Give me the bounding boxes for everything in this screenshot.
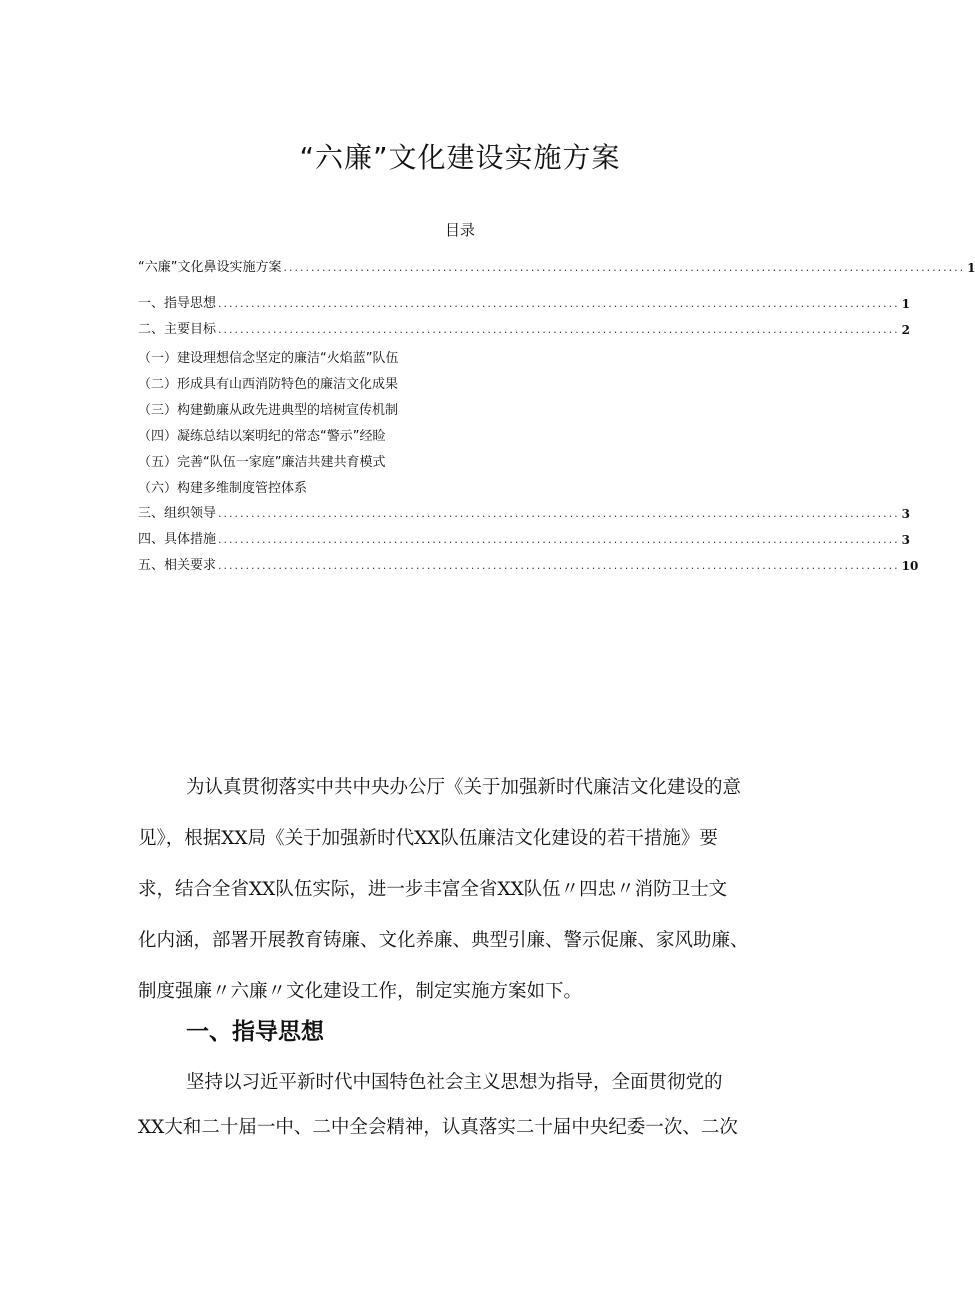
- toc-entry[interactable]: [138, 527, 910, 549]
- paragraph-line: 制度强廉〃六廉〃文化建设工作，制定实施方案如下。: [138, 981, 583, 1002]
- toc-subentry[interactable]: （四）凝练总结以案明纪的常态“警示”经睑: [138, 429, 386, 444]
- toc-entry[interactable]: [138, 317, 910, 339]
- paragraph-line: 化内涵，部署开展教育铸廉、文化养廉、典型引廉、警示促廉、家风助廉、: [138, 930, 749, 951]
- toc-leader-dots: ............................................................................................................................: [283, 261, 966, 274]
- toc-subentry[interactable]: （一）建设理想信念坚定的廉洁“火焰蓝”队伍: [138, 351, 399, 366]
- toc-entry-label: 三、组织领导: [138, 506, 217, 521]
- toc-subentry[interactable]: （二）形成具有山西消防特色的廉洁文化成果: [138, 377, 399, 392]
- toc-leader-dots: ............................................................................................................................: [218, 297, 900, 310]
- toc-subentry[interactable]: （五）完善“队伍一家庭”廉洁共建共育模式: [138, 455, 386, 470]
- section-heading-guiding-ideology: 一、指导思想: [186, 1019, 324, 1045]
- toc-leader-dots: ............................................................................................................................: [218, 323, 900, 336]
- toc-heading: 目录: [444, 221, 475, 239]
- toc-entry-page: 3: [901, 533, 910, 547]
- toc-entry-page: 3: [901, 507, 910, 521]
- toc-leader-dots: ............................................................................................................................: [218, 507, 900, 520]
- toc-entry-label: 二、主要目标: [138, 322, 217, 337]
- toc-entry-page: 1: [901, 297, 910, 311]
- toc-entry[interactable]: [138, 501, 910, 523]
- toc-entry-label: 五、相关要求: [138, 558, 217, 573]
- toc-entry[interactable]: [138, 255, 975, 277]
- toc-subentry[interactable]: （六）构建多维制度管控体系: [138, 481, 308, 496]
- toc-entry[interactable]: [138, 553, 919, 575]
- toc-entry-label: 一、指导思想: [138, 296, 217, 311]
- toc-subentry[interactable]: （三）构建勤廉从政先进典型的培树宣传机制: [138, 403, 399, 418]
- toc-entry-page: 1: [967, 261, 975, 275]
- toc-leader-dots: ............................................................................................................................: [218, 559, 900, 572]
- toc-entry-page: 10: [901, 559, 919, 573]
- toc-entry-page: 2: [901, 323, 910, 337]
- paragraph-line: 求，结合全省XX队伍实际，进一步丰富全省XX队伍〃四忠〃消防卫士文: [138, 879, 728, 900]
- paragraph-line: 为认真贯彻落实中共中央办公厅《关于加强新时代廉洁文化建设的意: [186, 777, 742, 798]
- paragraph-line: 见》，根据XX局《关于加强新时代XX队伍廉洁文化建设的若干措施》要: [138, 828, 718, 849]
- paragraph-line: XX大和二十届一中、二中全会精神，认真落实二十届中央纪委一次、二次: [138, 1117, 738, 1138]
- document-title: “六廉”文化建设实施方案: [299, 141, 621, 174]
- toc-leader-dots: ............................................................................................................................: [218, 533, 900, 546]
- toc-entry-label: “六廉”文化鼻设实施方案: [138, 260, 282, 275]
- toc-entry[interactable]: [138, 291, 910, 313]
- toc-entry-label: 四、具体措施: [138, 532, 217, 547]
- paragraph-line: 坚持以习近平新时代中国特色社会主义思想为指导，全面贯彻党的: [186, 1072, 723, 1093]
